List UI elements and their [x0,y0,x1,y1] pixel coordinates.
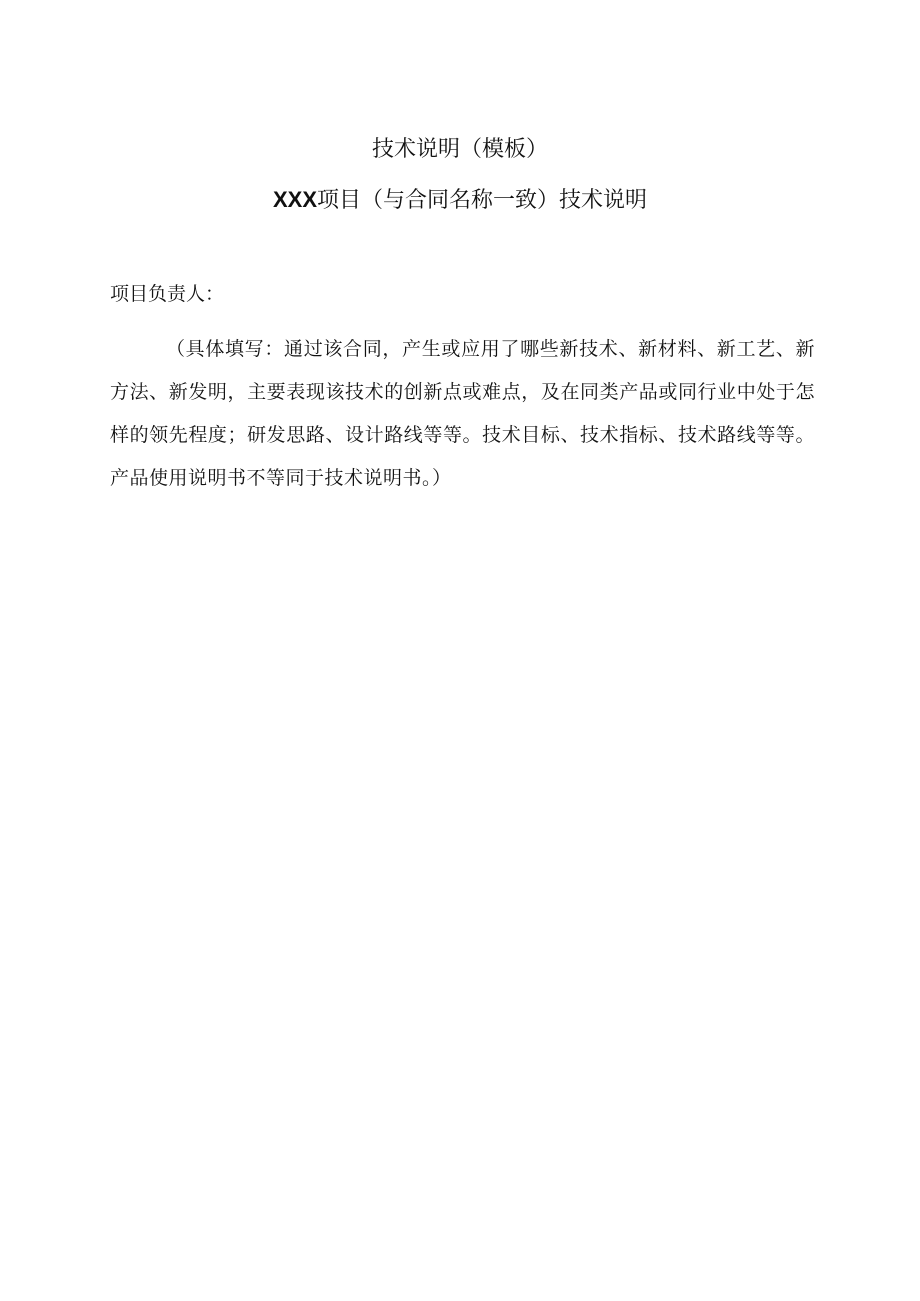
instructions-paragraph: （具体填写：通过该合同，产生或应用了哪些新技术、新材料、新工艺、新方法、新发明，主要表现该技术的创新点或难点，及在同类产品或同行业中处于怎样的领先程度；研发思路、设计路线等等。技术目标、技术指标、技术路线等等。产品使用说明书不等同于技术说明书。） [110,338,815,489]
document-title: 技术说明（模板） [371,137,548,162]
subtitle-prefix: XXX [272,187,317,212]
subtitle-rest: 项目（与合同名称一致）技术说明 [317,188,648,213]
project-lead-label: 项目负责人： [110,283,225,305]
document-subtitle [0,185,920,216]
